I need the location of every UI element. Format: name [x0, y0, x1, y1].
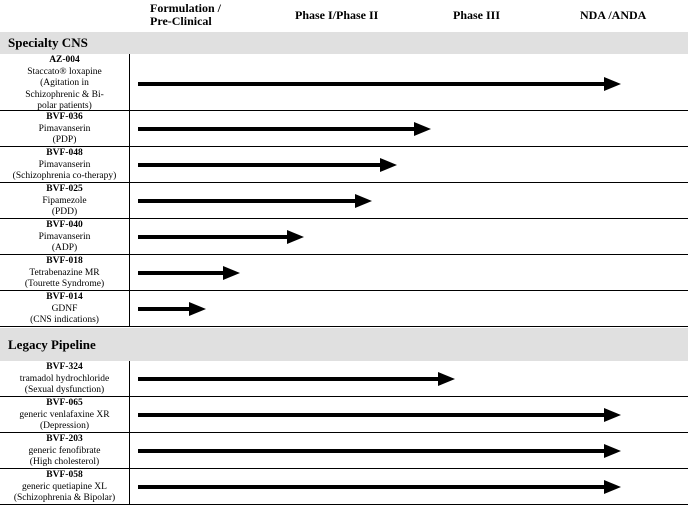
product-description: generic venlafaxine XR	[19, 409, 110, 420]
product-label	[0, 433, 130, 468]
product-code: BVF-065	[46, 398, 83, 408]
product-description: (ADP)	[51, 243, 78, 253]
arrow-head	[287, 230, 304, 244]
product-code: BVF-058	[46, 470, 83, 480]
pipeline-row	[0, 147, 688, 183]
arrow-shaft	[138, 163, 383, 167]
pipeline-row	[0, 469, 688, 505]
product-code: AZ-004	[49, 55, 80, 65]
pipeline-row	[0, 54, 688, 111]
product-label	[0, 255, 130, 290]
arrow-head	[604, 480, 621, 494]
product-label	[0, 183, 130, 218]
product-description: (Schizophrenia co-therapy)	[12, 171, 117, 181]
progress-arrow	[138, 372, 455, 386]
product-code: BVF-048	[46, 148, 83, 158]
arrow-shaft	[138, 127, 417, 131]
progress-arrow	[138, 266, 240, 280]
progress-arrow	[138, 408, 621, 422]
pipeline-row	[0, 397, 688, 433]
arrow-head	[604, 408, 621, 422]
pipeline-row	[0, 361, 688, 397]
pipeline-row	[0, 183, 688, 219]
arrow-shaft	[138, 485, 607, 489]
arrow-head	[438, 372, 455, 386]
product-label	[0, 361, 130, 396]
product-code: BVF-036	[46, 112, 83, 122]
phase-header	[295, 9, 378, 22]
product-label	[0, 397, 130, 432]
product-description: (Tourette Syndrome)	[24, 279, 105, 289]
arrow-shaft	[138, 199, 358, 203]
product-description: generic fenofibrate	[28, 445, 101, 456]
progress-arrow	[138, 194, 372, 208]
arrow-shaft	[138, 377, 441, 381]
product-description: Staccato® loxapine	[27, 66, 102, 77]
product-description: (CNS indications)	[30, 315, 99, 325]
arrow-head	[380, 158, 397, 172]
progress-arrow	[138, 122, 431, 136]
pipeline-row	[0, 433, 688, 469]
product-code: BVF-018	[46, 256, 83, 266]
product-description: GDNF	[51, 303, 78, 314]
arrow-head	[355, 194, 372, 208]
arrow-head	[414, 122, 431, 136]
phase-header	[150, 2, 221, 28]
product-label	[0, 291, 130, 326]
section-header: Legacy Pipeline	[0, 328, 688, 361]
phase-header-line: Formulation /	[150, 1, 221, 15]
product-code: BVF-025	[46, 184, 83, 194]
product-description: polar patients)	[37, 101, 92, 111]
arrow-shaft	[138, 82, 607, 86]
product-description: Fipamezole	[42, 195, 87, 206]
product-label	[0, 147, 130, 182]
product-code: BVF-203	[46, 434, 83, 444]
pipeline-row	[0, 291, 688, 327]
arrow-head	[223, 266, 240, 280]
product-label	[0, 111, 130, 146]
product-code: BVF-040	[46, 220, 83, 230]
product-description: Pimavanserin	[38, 231, 91, 242]
product-description: (High cholesterol)	[29, 457, 100, 467]
product-description: tramadol hydrochloride	[19, 373, 110, 384]
arrow-head	[189, 302, 206, 316]
product-code: BVF-324	[46, 362, 83, 372]
phase-header	[453, 9, 500, 22]
progress-arrow	[138, 230, 304, 244]
product-description: Tetrabenazine MR	[29, 267, 100, 278]
arrow-shaft	[138, 307, 192, 311]
product-label	[0, 54, 130, 110]
phase-header-line: NDA /ANDA	[580, 8, 647, 22]
progress-arrow	[138, 480, 621, 494]
arrow-shaft	[138, 235, 290, 239]
phase-header-line: Phase III	[453, 8, 501, 22]
product-label	[0, 219, 130, 254]
arrow-shaft	[138, 413, 607, 417]
arrow-shaft	[138, 449, 607, 453]
product-description: (Sexual dysfunction)	[24, 385, 105, 395]
product-description: generic quetiapine XL	[22, 481, 107, 492]
section-header: Specialty CNS	[0, 32, 688, 54]
product-description: Pimavanserin	[38, 123, 91, 134]
product-description: (PDP)	[52, 135, 77, 145]
arrow-shaft	[138, 271, 226, 275]
product-description: (PDD)	[51, 207, 78, 217]
arrow-head	[604, 77, 621, 91]
progress-arrow	[138, 302, 206, 316]
product-description: Schizophrenic & Bi-	[25, 89, 104, 100]
pipeline-row	[0, 219, 688, 255]
phase-header	[580, 9, 646, 22]
product-label	[0, 469, 130, 504]
pipeline-row	[0, 111, 688, 147]
arrow-head	[604, 444, 621, 458]
progress-arrow	[138, 158, 397, 172]
product-code: BVF-014	[46, 292, 83, 302]
progress-arrow	[138, 77, 621, 91]
progress-arrow	[138, 444, 621, 458]
product-description: (Agitation in	[40, 78, 89, 88]
phase-header-line: Pre-Clinical	[150, 14, 212, 28]
pipeline-row	[0, 255, 688, 291]
phase-header-line: Phase I/Phase II	[295, 8, 379, 22]
product-description: (Depression)	[39, 421, 90, 431]
product-description: (Schizophrenia & Bipolar)	[13, 493, 116, 503]
product-description: Pimavanserin	[38, 159, 91, 170]
